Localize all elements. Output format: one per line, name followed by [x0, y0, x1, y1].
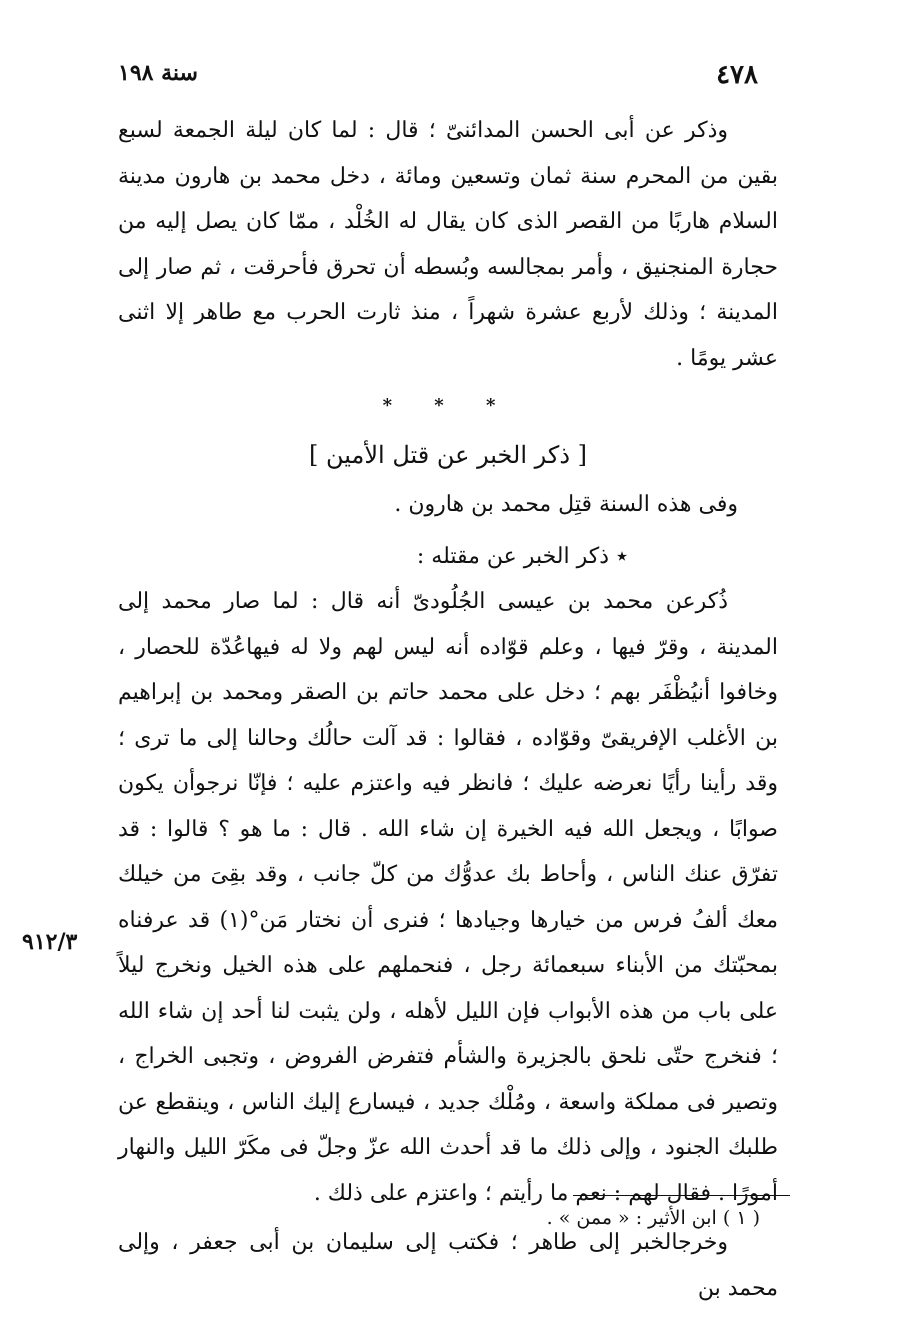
margin-reference: ٩١٢/٣ [22, 929, 78, 955]
section-heading: [ ذكر الخبر عن قتل الأمين ] [308, 441, 587, 469]
page-number: ٤٧٨ [716, 60, 758, 90]
paragraph-subheading [118, 534, 778, 580]
section-separator: * * * [382, 395, 514, 416]
subheading-text: ذكر الخبر عن مقتله : [416, 543, 609, 569]
paragraph-news-tahir: وخرجالخبر إلى طاهر ؛ فكتب إلى سليمان بن أبى جعفر ، وإلى محمد بن [118, 1230, 778, 1301]
paragraph-juludi: ذُكرعن محمد بن عيسى الجُلُودىّ أنه قال : لما صار محمد إلى المدينة ، وقرّ فيها ، وعلم قوّاده أنه ليس لهم ولا له فيهاعُدّة للحصار ، وخافوا أنيُظْفَر بهم ؛ دخل على محمد حاتم بن الصقر ومحمد بن إبراهيم بن الأغلب الإفريقىّ وقوّاده ، فقالوا : قد آلت حالُك وحالنا إلى ما ترى ؛ وقد رأينا رأيًا نعرضه عليك ؛ فانظر فيه واعتزم عليه ؛ فإنّا نرجوأن يكون صوابًا ، ويجعل الله فيه الخيرة إن شاء الله . قال : ما هو ؟ قالوا : قد تفرّق عنك الناس ، وأحاط بك عدوُّك من كلّ جانب ، وقد بقِىَ من خيلك معك ألفُ فرس من خيارها وجيادها ؛ فنرى أن نختار مَن°(١) قد عرفناه بمحبّتك من الأبناء سبعمائة رجل ، فنحملهم على هذه الخيل ونخرج ليلاً على باب من هذه الأبواب فإن الليل لأهله ، ولن يثبت لنا أحد إن شاء الله ؛ فنخرج حتّى نلحق بالجزيرة والشأم فتفرض الفروض ، وتجبى الخراج ، وتصير فى مملكة واسعة ، ومُلْك جديد ، فيسارع إليك الناس ، وينقطع عن طلبك الجنود ، وإلى ذلك ما قد أحدث الله عزّ وجلّ فى مكَرّ الليل والنهار أمورًا . فقال لهم : نعم ما رأيتم ؛ واعتزم على ذلك . [118, 589, 778, 1206]
page-header [118, 60, 758, 94]
footnote-rule [573, 1195, 790, 1196]
bullet-mark: ٭ [616, 543, 628, 569]
paragraph-year-killing: وفى هذه السنة قتِل محمد بن هارون . [394, 492, 738, 517]
main-text [118, 108, 778, 1311]
running-head-year: سنة ١٩٨ [118, 60, 198, 86]
paragraph-madaini: وذكر عن أبى الحسن المدائنىّ ؛ قال : لما كان ليلة الجمعة لسبع بقين من المحرم سنة ثمان وتسعين ومائة ، دخل محمد بن هارون مدينة السلام هاربًا من القصر الذى كان يقال له الخُلْد ، ممّا كان يصل إليه من حجارة المنجنيق ، وأمر بمجالسه وبُسطه أن تحرق فأحرقت ، ثم صار إلى المدينة ؛ وذلك لأربع عشرة شهراً ، منذ ثارت الحرب مع طاهر إلا اثنى عشر يومًا . [118, 118, 778, 371]
footnote: ( ١ ) ابن الأثير : « ممن » . [546, 1207, 760, 1229]
